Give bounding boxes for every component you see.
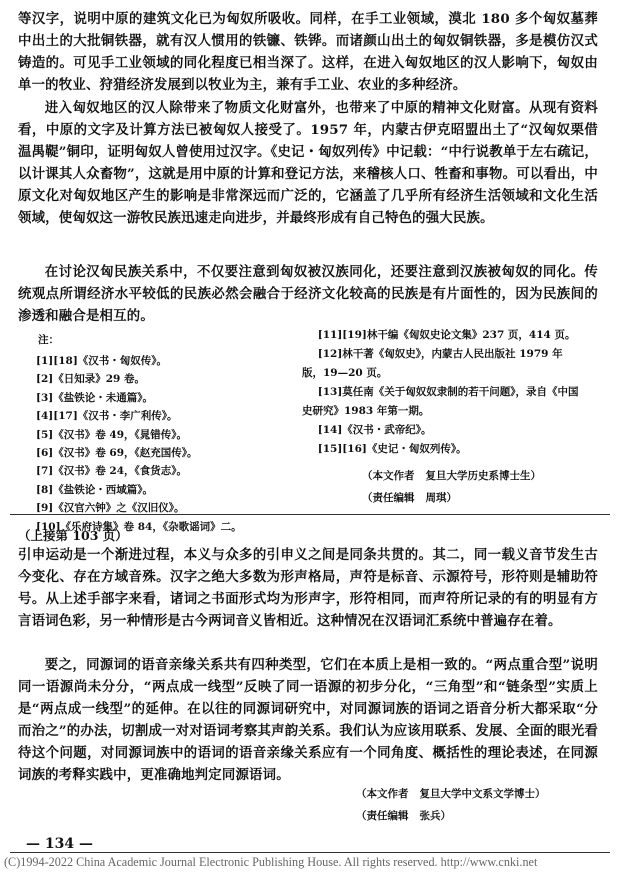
note-entry: [12]林干著《匈奴史》，内蒙古人民出版社 1979 年版，19—20 页。 [302,348,563,379]
note-entry: [13]莫任南《关于匈奴奴隶制的若干问题》，录自《中国史研究》1983 年第一期。 [302,386,579,417]
note-entry: [7]《汉书》卷 24，《食货志》。 [36,465,188,478]
note-entry: [10]《乐府诗集》卷 84，《杂歌谣词》二。 [36,520,242,533]
notes-heading: 注： [38,334,59,346]
body-paragraph-1: 等汉字，说明中原的建筑文化已为匈奴所吸收。同样，在手工业领域，漠北 180 多个匈奴墓葬中出土的大批铜铁器，就有汉人惯用的铁镰、铁铧。而诸颜山出土的匈奴铜铁器，多是模仿汉式铸造的。可见手工业领域的同化程度已相当深了。这样，在进入匈奴地区的汉人影响下，匈奴由单一的牧业、狩猎经济发展到以牧业为主，兼有手工业、农业的多种经济。 [18,11,598,93]
note-entry: [6]《汉书》卷 69，《赵充国传》。 [36,447,198,460]
note-entry: [3]《盐铁论・未通篇》。 [36,391,153,404]
note-entry: [14]《汉书・武帝纪》。 [317,424,432,436]
continued-from-label: （上接第 103 页） [18,528,128,543]
note-entry: [11][19]林干编《匈奴史论文集》237 页，414 页。 [317,329,576,341]
note-entry: [4][17]《汉书・李广利传》。 [36,410,178,423]
editor-signature: （责任编辑 周琪） [362,492,457,504]
note-entry: [1][18]《汉书・匈奴传》。 [36,355,168,367]
notes-right-column [302,326,582,459]
body-paragraph-2: 进入匈奴地区的汉人除带来了物质文化财富外，也带来了中原的精神文化财富。从现有资料看，中原的文字及计算方法已被匈奴人接受了。1957 年，内蒙古伊克昭盟出土了“汉匈奴栗借温禺鞮”铜印，证明匈奴人曾使用过汉字。《史记・匈奴列传》中记载：“中行说教单于左右疏记，以计课其人众畜物”，这就是用中原的计算和登记方法，来稽核人口、牲畜和事物。可以看出，中原文化对匈奴地区产生的影响是非常深远而广泛的，它涵盖了几乎所有经济生活领域和文化生活领域，使匈奴这一游牧民族迅速走向进步，并最终形成有自己特色的强大民族。 [18,100,598,226]
body-paragraph-3: 在讨论汉匈民族关系中，不仅要注意到匈奴被汉族同化，还要注意到汉族被匈奴的同化。传统观点所谓经济水平较低的民族必然会融合于经济文化较高的民族是有片面性的，因为民族间的渗透和融合是相互的。 [18,264,598,324]
footer-divider [10,852,610,853]
note-entry: [2]《日知录》29 卷。 [36,373,146,386]
body-paragraph-5: 要之，同源词的语音亲缘关系共有四种类型，它们在本质上是相一致的。“两点重合型”说明同一语源尚未分分，“两点成一线型”反映了同一语源的初步分化，“三角型”和“链条型”实质上是“两点成一线型”的延伸。在以往的同源词研究中，对同源词族的语词之语音分析大都采取“分而治之”的办法，切割成一对对语词考察其声韵关系。我们认为应该用联系、发展、全面的眼光看待这个问题，对同源词族中的语词的语音亲缘关系应有一个同角度、概括性的理论表述，在同源词族的考释实践中，更准确地判定同源语词。 [18,657,598,783]
note-entry: [9]《汉官六钟》之《汉旧仪》。 [36,502,185,515]
page-number: — 134 — [26,836,93,852]
copyright-footer: (C)1994-2022 China Academic Journal Electronic Publishing House. All rights reserved. http://www.cnki.net [4,855,538,869]
note-entry: [5]《汉书》卷 49，《晁错传》。 [36,428,188,441]
body-paragraph-4: 引申运动是一个渐进过程，本义与众多的引申义之间是同条共贯的。其二，同一载义音节发生古今变化、存在方域音殊。汉字之绝大多数为形声格局，声符是标音、示源符号，形符则是辅助符号。从上述手部字来看，诸词之书面形式均为形声字，形符相同，而声符所记录的有的明显有方言语词色彩，另一种情形是古今两词音义皆相近。这种情况在汉语词汇系统中普遍存在着。 [18,547,598,629]
author-signature: （本文作者 复旦大学历史系博士生） [362,470,541,482]
author-signature: （本文作者 复旦大学中文系文学博士） [356,788,546,800]
section-divider [10,514,610,515]
editor-signature: （责任编辑 张兵） [356,810,451,822]
note-entry: [15][16]《史记・匈奴列传》。 [317,443,467,455]
note-entry: [8]《盐铁论・西域篇》。 [36,483,153,496]
notes-left-column [36,352,296,536]
